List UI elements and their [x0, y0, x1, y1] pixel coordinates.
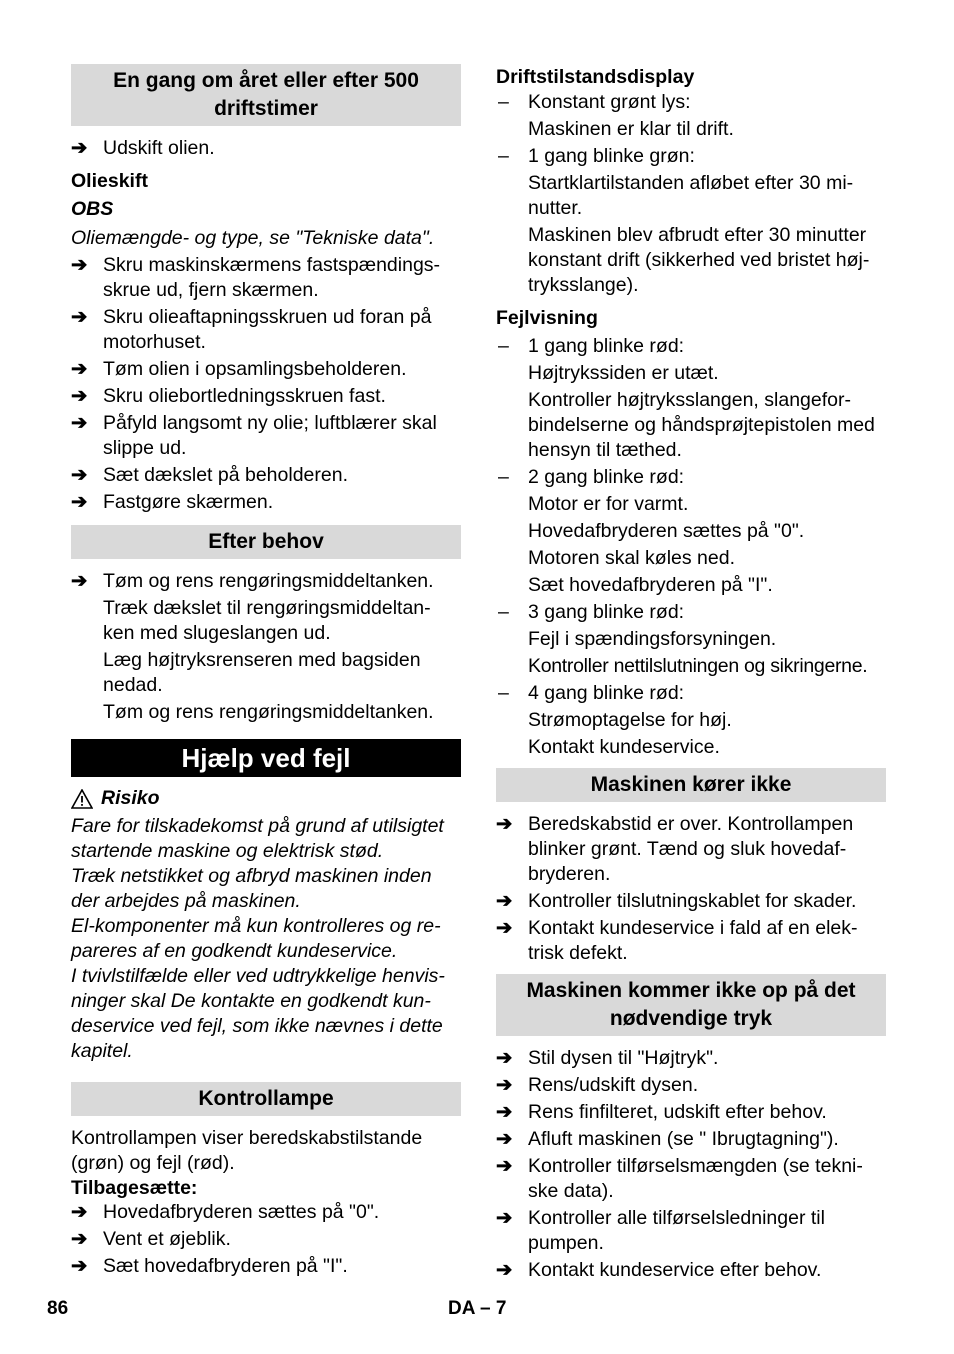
arrow-icon: ➔ — [71, 306, 88, 328]
left-column — [71, 64, 461, 1281]
risk-text: I tvivlstilfælde eller ved udtrykkelige henvis-ninger skal De kontakte en godkendt kun-deservice ved fejl, som ikke nævnes i dette kapitel. — [71, 965, 445, 1062]
sub-text: Tøm og rens rengøringsmiddeltanken. — [103, 701, 434, 723]
list-item: – 1 gang blinke rød: — [498, 335, 685, 357]
sub-text: Maskinen blev afbrudt efter 30 minutter konstant drift (sikkerhed ved bristet høj-tryksslange). — [528, 224, 870, 296]
list-item: ➔ Kontroller tilførselsmængden (se tekni-ske data). — [496, 1155, 863, 1202]
sub-text: Sæt hovedafbryderen på "I". — [528, 574, 773, 596]
sub-text: Læg højtryksrenseren med bagsiden nedad. — [103, 649, 421, 696]
list-item: ➔ Tøm olien i opsamlingsbeholderen. — [71, 358, 407, 380]
oil-steps — [71, 253, 461, 515]
sub-text: Motor er for varmt. — [528, 493, 689, 515]
arrow-icon: ➔ — [71, 491, 88, 513]
arrow-icon: ➔ — [496, 1207, 513, 1229]
page-number: 86 — [47, 1298, 69, 1319]
arrow-icon: ➔ — [496, 1128, 513, 1150]
list-item: ➔ Kontakt kundeservice i fald af en elek-trisk defekt. — [496, 917, 858, 964]
arrow-icon: ➔ — [496, 1259, 513, 1281]
arrow-icon: ➔ — [496, 813, 513, 835]
list-item: – 3 gang blinke rød: — [498, 601, 685, 623]
heading-oil-change: Olieskift — [71, 170, 148, 192]
arrow-icon: ➔ — [496, 1047, 513, 1069]
note-label: OBS — [71, 198, 114, 220]
list-item: ➔ Fastgøre skærmen. — [71, 491, 274, 513]
arrow-icon: ➔ — [496, 1101, 513, 1123]
list-item: ➔ Påfyld langsomt ny olie; luftblærer skal slippe ud. — [71, 412, 437, 459]
arrow-icon: ➔ — [496, 917, 513, 939]
risk-text: Træk netstikket og afbryd maskinen inden der arbejdes på maskinen. — [71, 865, 432, 912]
heading-control-lamp: Kontrollampe — [71, 1082, 461, 1116]
list-item: – 4 gang blinke rød: — [498, 682, 685, 704]
heading-no-pressure: Maskinen kommer ikke op på det nødvendige tryk — [496, 974, 886, 1036]
list-item: ➔ Stil dysen til "Højtryk". — [496, 1047, 719, 1069]
list-item: – 1 gang blinke grøn: — [498, 145, 695, 167]
arrow-icon: ➔ — [496, 1074, 513, 1096]
arrow-icon: ➔ — [71, 385, 88, 407]
reset-heading: Tilbagesætte: — [71, 1177, 198, 1199]
list-item: ➔ Kontakt kundeservice efter behov. — [496, 1259, 822, 1281]
arrow-icon: ➔ — [71, 412, 88, 434]
right-column — [496, 64, 886, 1285]
section-title: Hjælp ved fejl — [71, 739, 461, 777]
list-item: ➔ Udskift olien. — [71, 137, 215, 159]
risk-text: Fare for tilskadekomst på grund af utilsigtet startende maskine og elektrisk stød. — [71, 815, 444, 862]
arrow-icon: ➔ — [71, 1228, 88, 1250]
risk-header — [71, 787, 461, 810]
sub-text: Motoren skal køles ned. — [528, 547, 736, 569]
arrow-icon: ➔ — [71, 137, 88, 159]
sub-text: Højtrykssiden er utæt. — [528, 362, 719, 384]
note-text: Oliemængde- og type, se "Tekniske data". — [71, 227, 435, 249]
heading-yearly: En gang om året eller efter 500 driftstimer — [71, 64, 461, 126]
sub-text: Strømoptagelse for høj. — [528, 709, 732, 731]
sub-text: Kontroller højtryksslangen, slangefor-bindelserne og håndsprøjtepistolen med hensyn til tæthed. — [528, 389, 875, 461]
heading-status-display: Driftstilstandsdisplay — [496, 66, 695, 88]
sub-text: Fejl i spændingsforsyningen. — [528, 628, 777, 650]
heading-fault-display: Fejlvisning — [496, 307, 598, 329]
list-item: – Konstant grønt lys: — [498, 91, 691, 113]
heading-as-needed: Efter behov — [71, 525, 461, 559]
list-item: ➔ Tøm og rens rengøringsmiddeltanken. — [71, 570, 434, 592]
list-item: ➔ Kontroller tilslutningskablet for skader. — [496, 890, 857, 912]
sub-text: Hovedafbryderen sættes på "0". — [528, 520, 805, 542]
list-item: ➔ Rens finfilteret, udskift efter behov. — [496, 1101, 827, 1123]
arrow-icon: ➔ — [71, 254, 88, 276]
list-item: ➔ Skru oliebortledningsskruen fast. — [71, 385, 386, 407]
list-item: ➔ Hovedafbryderen sættes på "0". — [71, 1201, 380, 1223]
list-item: ➔ Sæt hovedafbryderen på "I". — [71, 1255, 348, 1277]
sub-text: Kontakt kundeservice. — [528, 736, 720, 758]
list-item: ➔ Skru olieaftapningsskruen ud foran på motorhuset. — [71, 306, 432, 353]
list-item: ➔ Sæt dækslet på beholderen. — [71, 464, 348, 486]
arrow-icon: ➔ — [71, 570, 88, 592]
list-item: ➔ Kontroller alle tilførselsledninger til pumpen. — [496, 1207, 825, 1254]
list-item: ➔ Rens/udskift dysen. — [496, 1074, 699, 1096]
sub-text: Maskinen er klar til drift. — [528, 118, 734, 140]
sub-text: Træk dækslet til rengøringsmiddeltan-ken med slugeslangen ud. — [103, 597, 431, 644]
sub-text: Kontroller nettilslutningen og sikringerne. — [528, 655, 868, 677]
risk-text: El-komponenter må kun kontrolleres og re-pareres af en godkendt kundeservice. — [71, 915, 441, 962]
arrow-icon: ➔ — [496, 1155, 513, 1177]
list-item: ➔ Afluft maskinen (se " Ibrugtagning"). — [496, 1128, 839, 1150]
list-item: – 2 gang blinke rød: — [498, 466, 685, 488]
arrow-icon: ➔ — [496, 890, 513, 912]
heading-not-running: Maskinen kører ikke — [496, 768, 886, 802]
risk-label: Risiko — [101, 787, 160, 809]
list-item: ➔ Vent et øjeblik. — [71, 1228, 231, 1250]
sub-text: Startklartilstanden afløbet efter 30 mi-nutter. — [528, 172, 854, 219]
arrow-icon: ➔ — [71, 1201, 88, 1223]
lamp-description: Kontrollampen viser beredskabstilstande (grøn) og fejl (rød). — [71, 1127, 423, 1174]
list-item: ➔ Beredskabstid er over. Kontrollampen blinker grønt. Tænd og sluk hovedaf-bryderen. — [496, 813, 854, 885]
list-item: ➔ Skru maskinskærmens fastspændings-skrue ud, fjern skærmen. — [71, 254, 441, 301]
warning-icon — [71, 789, 93, 809]
arrow-icon: ➔ — [71, 464, 88, 486]
arrow-icon: ➔ — [71, 1255, 88, 1277]
arrow-icon: ➔ — [71, 358, 88, 380]
language-page-label: DA – 7 — [448, 1298, 507, 1319]
